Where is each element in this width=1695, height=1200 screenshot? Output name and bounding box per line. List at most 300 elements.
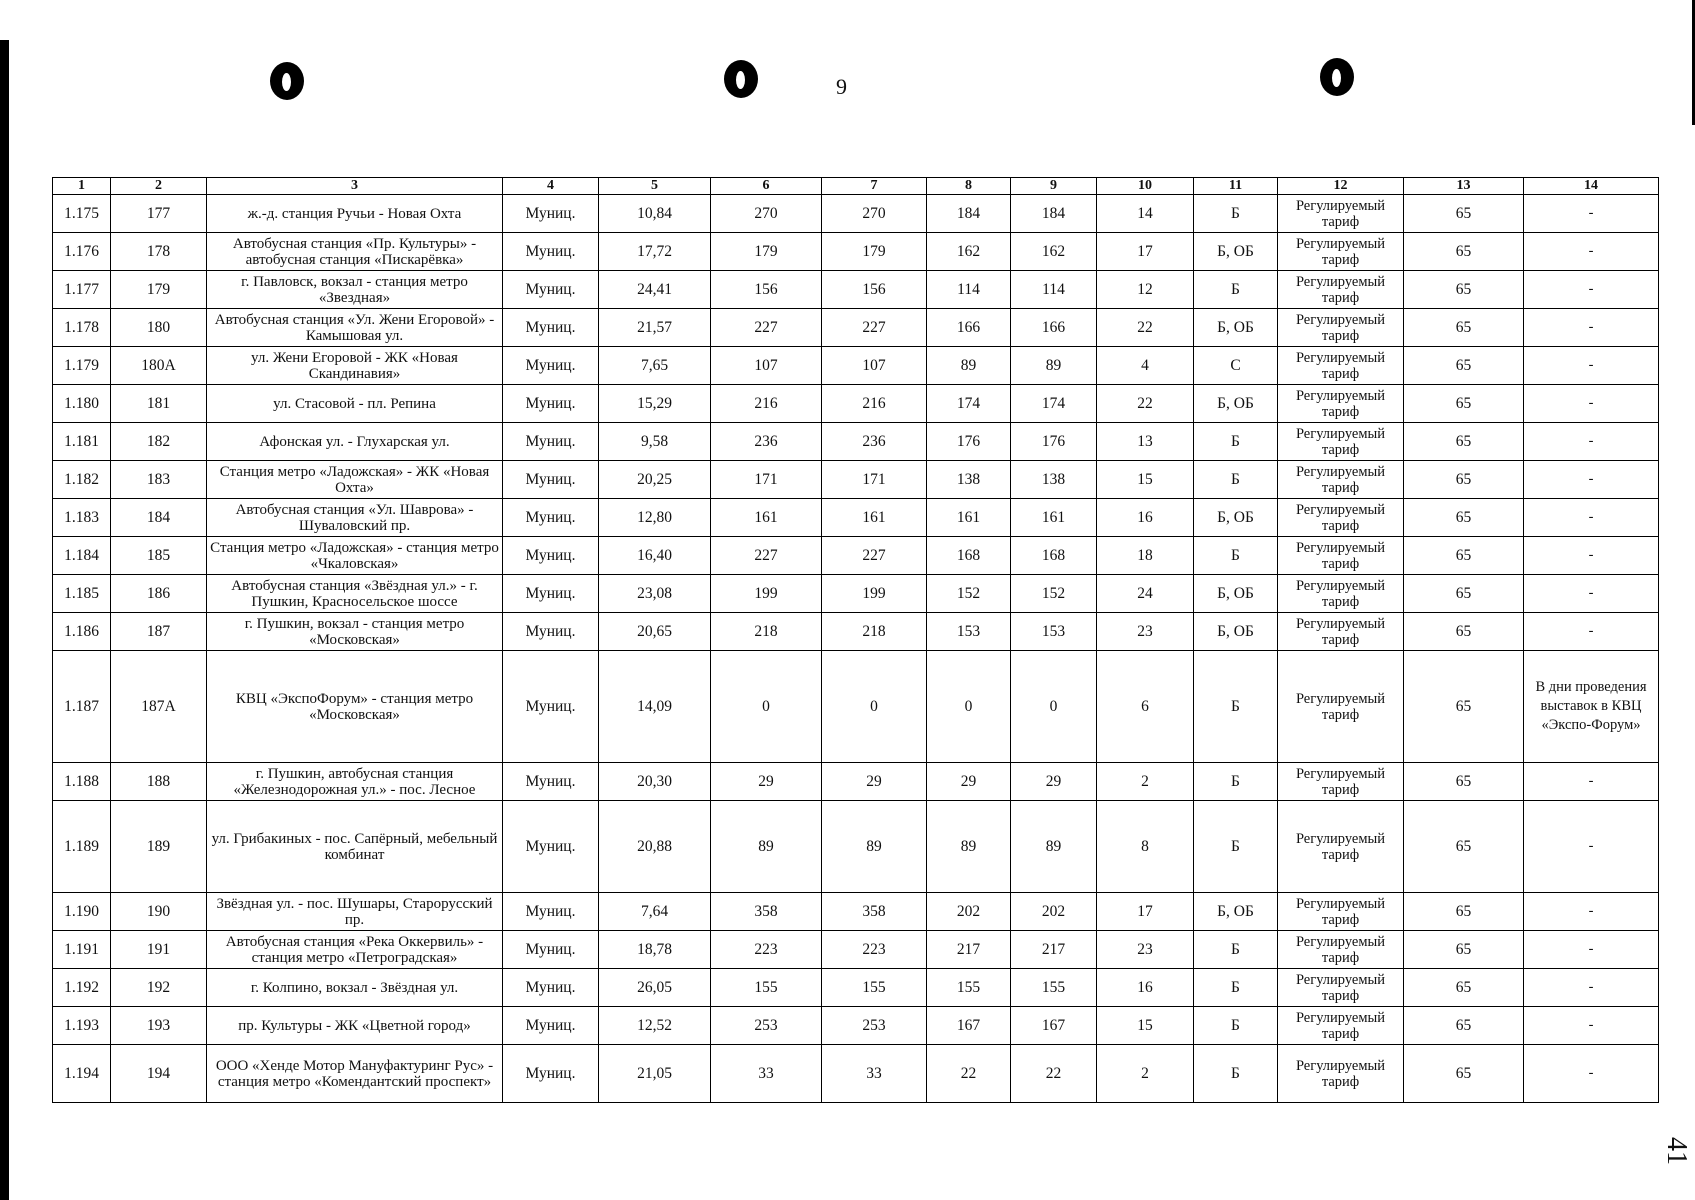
table-header-row <box>53 178 1659 195</box>
cell-vehicle-count: 14 <box>1097 195 1194 233</box>
cell-route-name: Автобусная станция «Пр. Культуры» - автобусная станция «Пискарёвка» <box>207 233 503 271</box>
cell-vehicle-capacity: 65 <box>1404 575 1524 613</box>
cell-tariff-type: Регулируемый тариф <box>1278 801 1404 893</box>
cell-row-number: 1.179 <box>53 347 111 385</box>
cell-route-number: 182 <box>111 423 207 461</box>
cell-note: В дни проведения выставок в КВЦ «Экспо-Форум» <box>1524 651 1659 763</box>
cell-vehicle-class: Б <box>1194 969 1278 1007</box>
cell-paid-backward: 167 <box>1011 1007 1097 1045</box>
punch-hole-left <box>270 62 304 100</box>
cell-vehicle-class: Б <box>1194 651 1278 763</box>
table-row <box>53 461 1659 499</box>
cell-row-number: 1.186 <box>53 613 111 651</box>
cell-vehicle-capacity: 65 <box>1404 309 1524 347</box>
cell-row-number: 1.187 <box>53 651 111 763</box>
column-header-10: 10 <box>1097 178 1194 195</box>
column-header-6: 6 <box>711 178 822 195</box>
cell-vehicle-class: Б, ОБ <box>1194 893 1278 931</box>
cell-stops-forward: 107 <box>711 347 822 385</box>
cell-vehicle-count: 15 <box>1097 461 1194 499</box>
cell-vehicle-capacity: 65 <box>1404 347 1524 385</box>
table-row <box>53 537 1659 575</box>
cell-note: - <box>1524 763 1659 801</box>
table-row <box>53 893 1659 931</box>
cell-route-name: Автобусная станция «Ул. Жени Егоровой» - Камышовая ул. <box>207 309 503 347</box>
cell-stops-forward: 253 <box>711 1007 822 1045</box>
table-row <box>53 1045 1659 1103</box>
cell-route-length: 21,05 <box>599 1045 711 1103</box>
column-header-13: 13 <box>1404 178 1524 195</box>
cell-tariff-type: Регулируемый тариф <box>1278 499 1404 537</box>
cell-stops-forward: 0 <box>711 651 822 763</box>
cell-route-name: Звёздная ул. - пос. Шушары, Старорусский пр. <box>207 893 503 931</box>
column-header-14: 14 <box>1524 178 1659 195</box>
cell-tariff-type: Регулируемый тариф <box>1278 893 1404 931</box>
cell-vehicle-class: Б <box>1194 1007 1278 1045</box>
table-row <box>53 347 1659 385</box>
cell-vehicle-capacity: 65 <box>1404 537 1524 575</box>
cell-route-number: 193 <box>111 1007 207 1045</box>
cell-paid-forward: 162 <box>927 233 1011 271</box>
cell-row-number: 1.177 <box>53 271 111 309</box>
cell-stops-backward: 107 <box>822 347 927 385</box>
cell-note: - <box>1524 385 1659 423</box>
cell-tariff-type: Регулируемый тариф <box>1278 763 1404 801</box>
cell-route-number: 184 <box>111 499 207 537</box>
table-row <box>53 385 1659 423</box>
cell-carrier-type: Муниц. <box>503 309 599 347</box>
cell-vehicle-class: Б <box>1194 537 1278 575</box>
cell-carrier-type: Муниц. <box>503 651 599 763</box>
cell-paid-backward: 153 <box>1011 613 1097 651</box>
cell-route-name: г. Павловск, вокзал - станция метро «Звездная» <box>207 271 503 309</box>
cell-note: - <box>1524 537 1659 575</box>
cell-row-number: 1.182 <box>53 461 111 499</box>
cell-route-number: 178 <box>111 233 207 271</box>
cell-vehicle-capacity: 65 <box>1404 651 1524 763</box>
cell-row-number: 1.184 <box>53 537 111 575</box>
column-header-12: 12 <box>1278 178 1404 195</box>
cell-route-length: 20,30 <box>599 763 711 801</box>
cell-paid-forward: 168 <box>927 537 1011 575</box>
cell-vehicle-class: Б <box>1194 423 1278 461</box>
cell-stops-backward: 29 <box>822 763 927 801</box>
cell-stops-forward: 179 <box>711 233 822 271</box>
cell-row-number: 1.183 <box>53 499 111 537</box>
cell-paid-backward: 168 <box>1011 537 1097 575</box>
cell-stops-forward: 29 <box>711 763 822 801</box>
cell-stops-backward: 89 <box>822 801 927 893</box>
cell-stops-backward: 0 <box>822 651 927 763</box>
cell-paid-backward: 89 <box>1011 347 1097 385</box>
cell-carrier-type: Муниц. <box>503 931 599 969</box>
cell-tariff-type: Регулируемый тариф <box>1278 423 1404 461</box>
cell-paid-forward: 0 <box>927 651 1011 763</box>
cell-route-length: 21,57 <box>599 309 711 347</box>
cell-carrier-type: Муниц. <box>503 1007 599 1045</box>
routes-table <box>52 177 1659 1103</box>
cell-tariff-type: Регулируемый тариф <box>1278 931 1404 969</box>
cell-stops-backward: 171 <box>822 461 927 499</box>
cell-vehicle-capacity: 65 <box>1404 1045 1524 1103</box>
cell-vehicle-count: 6 <box>1097 651 1194 763</box>
cell-stops-backward: 155 <box>822 969 927 1007</box>
cell-vehicle-class: Б <box>1194 801 1278 893</box>
cell-vehicle-capacity: 65 <box>1404 271 1524 309</box>
cell-route-number: 181 <box>111 385 207 423</box>
cell-tariff-type: Регулируемый тариф <box>1278 195 1404 233</box>
cell-route-number: 189 <box>111 801 207 893</box>
cell-row-number: 1.190 <box>53 893 111 931</box>
table-row <box>53 575 1659 613</box>
table-row <box>53 309 1659 347</box>
cell-stops-forward: 358 <box>711 893 822 931</box>
cell-row-number: 1.192 <box>53 969 111 1007</box>
cell-stops-backward: 161 <box>822 499 927 537</box>
cell-note: - <box>1524 613 1659 651</box>
cell-carrier-type: Муниц. <box>503 1045 599 1103</box>
cell-vehicle-count: 13 <box>1097 423 1194 461</box>
cell-paid-backward: 29 <box>1011 763 1097 801</box>
cell-vehicle-count: 23 <box>1097 931 1194 969</box>
cell-vehicle-class: Б, ОБ <box>1194 613 1278 651</box>
cell-paid-forward: 22 <box>927 1045 1011 1103</box>
cell-carrier-type: Муниц. <box>503 385 599 423</box>
table-row <box>53 271 1659 309</box>
cell-vehicle-count: 16 <box>1097 499 1194 537</box>
cell-route-name: ул. Грибакиных - пос. Сапёрный, мебельный комбинат <box>207 801 503 893</box>
cell-row-number: 1.188 <box>53 763 111 801</box>
cell-route-length: 20,25 <box>599 461 711 499</box>
cell-vehicle-class: Б <box>1194 195 1278 233</box>
cell-route-name: ООО «Хенде Мотор Мануфактуринг Рус» - станция метро «Комендантский проспект» <box>207 1045 503 1103</box>
cell-stops-forward: 171 <box>711 461 822 499</box>
cell-vehicle-class: Б <box>1194 271 1278 309</box>
cell-paid-backward: 152 <box>1011 575 1097 613</box>
cell-vehicle-count: 15 <box>1097 1007 1194 1045</box>
cell-route-length: 10,84 <box>599 195 711 233</box>
cell-stops-backward: 227 <box>822 537 927 575</box>
cell-stops-backward: 33 <box>822 1045 927 1103</box>
cell-vehicle-capacity: 65 <box>1404 385 1524 423</box>
cell-carrier-type: Муниц. <box>503 801 599 893</box>
cell-note: - <box>1524 575 1659 613</box>
cell-route-length: 14,09 <box>599 651 711 763</box>
cell-stops-forward: 155 <box>711 969 822 1007</box>
cell-row-number: 1.185 <box>53 575 111 613</box>
cell-vehicle-class: Б, ОБ <box>1194 309 1278 347</box>
cell-route-number: 186 <box>111 575 207 613</box>
cell-route-length: 23,08 <box>599 575 711 613</box>
cell-vehicle-capacity: 65 <box>1404 1007 1524 1045</box>
cell-vehicle-count: 18 <box>1097 537 1194 575</box>
cell-route-name: Станция метро «Ладожская» - ЖК «Новая Охта» <box>207 461 503 499</box>
cell-route-number: 185 <box>111 537 207 575</box>
cell-stops-forward: 161 <box>711 499 822 537</box>
cell-stops-backward: 156 <box>822 271 927 309</box>
cell-paid-backward: 22 <box>1011 1045 1097 1103</box>
cell-tariff-type: Регулируемый тариф <box>1278 1007 1404 1045</box>
cell-vehicle-capacity: 65 <box>1404 499 1524 537</box>
cell-route-length: 18,78 <box>599 931 711 969</box>
cell-paid-forward: 217 <box>927 931 1011 969</box>
cell-vehicle-count: 22 <box>1097 309 1194 347</box>
cell-route-length: 7,65 <box>599 347 711 385</box>
cell-route-name: г. Колпино, вокзал - Звёздная ул. <box>207 969 503 1007</box>
cell-vehicle-capacity: 65 <box>1404 233 1524 271</box>
cell-tariff-type: Регулируемый тариф <box>1278 613 1404 651</box>
cell-paid-backward: 114 <box>1011 271 1097 309</box>
cell-paid-forward: 176 <box>927 423 1011 461</box>
punch-hole-center <box>724 60 758 98</box>
cell-paid-forward: 29 <box>927 763 1011 801</box>
cell-paid-forward: 202 <box>927 893 1011 931</box>
cell-route-name: Автобусная станция «Ул. Шаврова» - Шуваловский пр. <box>207 499 503 537</box>
cell-tariff-type: Регулируемый тариф <box>1278 309 1404 347</box>
cell-route-length: 20,88 <box>599 801 711 893</box>
cell-paid-forward: 161 <box>927 499 1011 537</box>
cell-row-number: 1.189 <box>53 801 111 893</box>
cell-route-name: ул. Стасовой - пл. Репина <box>207 385 503 423</box>
cell-tariff-type: Регулируемый тариф <box>1278 385 1404 423</box>
cell-note: - <box>1524 347 1659 385</box>
column-header-7: 7 <box>822 178 927 195</box>
cell-route-number: 194 <box>111 1045 207 1103</box>
table-row <box>53 499 1659 537</box>
cell-carrier-type: Муниц. <box>503 423 599 461</box>
cell-vehicle-class: Б <box>1194 461 1278 499</box>
cell-note: - <box>1524 931 1659 969</box>
cell-note: - <box>1524 233 1659 271</box>
cell-route-name: Автобусная станция «Река Оккервиль» - станция метро «Петроградская» <box>207 931 503 969</box>
cell-note: - <box>1524 461 1659 499</box>
cell-stops-backward: 199 <box>822 575 927 613</box>
cell-carrier-type: Муниц. <box>503 461 599 499</box>
cell-note: - <box>1524 309 1659 347</box>
cell-tariff-type: Регулируемый тариф <box>1278 233 1404 271</box>
cell-vehicle-count: 23 <box>1097 613 1194 651</box>
column-header-1: 1 <box>53 178 111 195</box>
cell-tariff-type: Регулируемый тариф <box>1278 537 1404 575</box>
cell-stops-backward: 253 <box>822 1007 927 1045</box>
cell-stops-forward: 216 <box>711 385 822 423</box>
cell-carrier-type: Муниц. <box>503 537 599 575</box>
column-header-3: 3 <box>207 178 503 195</box>
cell-route-name: КВЦ «ЭкспоФорум» - станция метро «Московская» <box>207 651 503 763</box>
cell-paid-forward: 153 <box>927 613 1011 651</box>
cell-route-length: 12,80 <box>599 499 711 537</box>
cell-vehicle-capacity: 65 <box>1404 969 1524 1007</box>
cell-carrier-type: Муниц. <box>503 893 599 931</box>
cell-stops-backward: 216 <box>822 385 927 423</box>
cell-tariff-type: Регулируемый тариф <box>1278 651 1404 763</box>
cell-carrier-type: Муниц. <box>503 763 599 801</box>
column-header-11: 11 <box>1194 178 1278 195</box>
cell-vehicle-count: 8 <box>1097 801 1194 893</box>
column-header-2: 2 <box>111 178 207 195</box>
cell-vehicle-class: Б <box>1194 931 1278 969</box>
cell-stops-forward: 33 <box>711 1045 822 1103</box>
cell-note: - <box>1524 969 1659 1007</box>
cell-stops-forward: 223 <box>711 931 822 969</box>
cell-vehicle-count: 12 <box>1097 271 1194 309</box>
cell-row-number: 1.176 <box>53 233 111 271</box>
cell-row-number: 1.191 <box>53 931 111 969</box>
cell-route-number: 187 <box>111 613 207 651</box>
cell-route-name: ж.-д. станция Ручьи - Новая Охта <box>207 195 503 233</box>
cell-route-number: 187А <box>111 651 207 763</box>
cell-paid-backward: 161 <box>1011 499 1097 537</box>
table-row <box>53 423 1659 461</box>
cell-tariff-type: Регулируемый тариф <box>1278 271 1404 309</box>
cell-route-number: 188 <box>111 763 207 801</box>
cell-paid-forward: 89 <box>927 347 1011 385</box>
cell-route-number: 180А <box>111 347 207 385</box>
cell-route-number: 180 <box>111 309 207 347</box>
cell-note: - <box>1524 1007 1659 1045</box>
cell-paid-backward: 89 <box>1011 801 1097 893</box>
cell-row-number: 1.175 <box>53 195 111 233</box>
cell-carrier-type: Муниц. <box>503 271 599 309</box>
cell-paid-backward: 217 <box>1011 931 1097 969</box>
cell-stops-forward: 89 <box>711 801 822 893</box>
cell-carrier-type: Муниц. <box>503 499 599 537</box>
cell-row-number: 1.194 <box>53 1045 111 1103</box>
cell-stops-forward: 199 <box>711 575 822 613</box>
cell-row-number: 1.178 <box>53 309 111 347</box>
cell-route-name: пр. Культуры - ЖК «Цветной город» <box>207 1007 503 1045</box>
cell-route-number: 192 <box>111 969 207 1007</box>
cell-carrier-type: Муниц. <box>503 195 599 233</box>
cell-vehicle-class: Б <box>1194 1045 1278 1103</box>
table-row <box>53 233 1659 271</box>
cell-vehicle-count: 17 <box>1097 893 1194 931</box>
cell-paid-forward: 89 <box>927 801 1011 893</box>
cell-note: - <box>1524 499 1659 537</box>
cell-vehicle-capacity: 65 <box>1404 893 1524 931</box>
table-row <box>53 651 1659 763</box>
column-header-5: 5 <box>599 178 711 195</box>
cell-paid-forward: 138 <box>927 461 1011 499</box>
cell-paid-backward: 0 <box>1011 651 1097 763</box>
cell-note: - <box>1524 893 1659 931</box>
cell-stops-backward: 358 <box>822 893 927 931</box>
cell-route-number: 183 <box>111 461 207 499</box>
cell-route-length: 12,52 <box>599 1007 711 1045</box>
cell-route-length: 20,65 <box>599 613 711 651</box>
cell-paid-backward: 155 <box>1011 969 1097 1007</box>
cell-row-number: 1.180 <box>53 385 111 423</box>
cell-tariff-type: Регулируемый тариф <box>1278 969 1404 1007</box>
cell-stops-backward: 236 <box>822 423 927 461</box>
punch-hole-right <box>1320 58 1354 96</box>
cell-stops-forward: 227 <box>711 537 822 575</box>
cell-note: - <box>1524 271 1659 309</box>
table-row <box>53 613 1659 651</box>
cell-paid-backward: 176 <box>1011 423 1097 461</box>
table-row <box>53 801 1659 893</box>
cell-vehicle-capacity: 65 <box>1404 801 1524 893</box>
cell-stops-forward: 227 <box>711 309 822 347</box>
table-row <box>53 931 1659 969</box>
cell-route-name: ул. Жени Егоровой - ЖК «Новая Скандинавия» <box>207 347 503 385</box>
cell-carrier-type: Муниц. <box>503 969 599 1007</box>
cell-stops-backward: 227 <box>822 309 927 347</box>
cell-route-name: г. Пушкин, вокзал - станция метро «Московская» <box>207 613 503 651</box>
cell-vehicle-count: 2 <box>1097 1045 1194 1103</box>
cell-route-length: 17,72 <box>599 233 711 271</box>
cell-note: - <box>1524 1045 1659 1103</box>
cell-vehicle-capacity: 65 <box>1404 461 1524 499</box>
cell-stops-forward: 236 <box>711 423 822 461</box>
cell-vehicle-class: Б, ОБ <box>1194 499 1278 537</box>
cell-stops-forward: 156 <box>711 271 822 309</box>
cell-paid-backward: 166 <box>1011 309 1097 347</box>
cell-vehicle-class: Б <box>1194 763 1278 801</box>
cell-paid-backward: 174 <box>1011 385 1097 423</box>
cell-route-length: 7,64 <box>599 893 711 931</box>
cell-tariff-type: Регулируемый тариф <box>1278 461 1404 499</box>
column-header-9: 9 <box>1011 178 1097 195</box>
cell-stops-forward: 270 <box>711 195 822 233</box>
cell-stops-backward: 218 <box>822 613 927 651</box>
cell-route-length: 9,58 <box>599 423 711 461</box>
cell-row-number: 1.193 <box>53 1007 111 1045</box>
cell-tariff-type: Регулируемый тариф <box>1278 575 1404 613</box>
cell-route-number: 177 <box>111 195 207 233</box>
cell-paid-backward: 184 <box>1011 195 1097 233</box>
cell-vehicle-count: 2 <box>1097 763 1194 801</box>
cell-tariff-type: Регулируемый тариф <box>1278 347 1404 385</box>
cell-route-length: 15,29 <box>599 385 711 423</box>
table-body <box>53 195 1659 1103</box>
table-row <box>53 1007 1659 1045</box>
column-header-8: 8 <box>927 178 1011 195</box>
cell-carrier-type: Муниц. <box>503 347 599 385</box>
scan-edge-left <box>0 40 9 1200</box>
cell-vehicle-capacity: 65 <box>1404 931 1524 969</box>
cell-vehicle-count: 24 <box>1097 575 1194 613</box>
column-header-4: 4 <box>503 178 599 195</box>
cell-route-length: 16,40 <box>599 537 711 575</box>
cell-paid-forward: 152 <box>927 575 1011 613</box>
cell-paid-forward: 184 <box>927 195 1011 233</box>
cell-stops-forward: 218 <box>711 613 822 651</box>
cell-route-length: 24,41 <box>599 271 711 309</box>
cell-carrier-type: Муниц. <box>503 613 599 651</box>
cell-carrier-type: Муниц. <box>503 233 599 271</box>
cell-vehicle-class: Б, ОБ <box>1194 233 1278 271</box>
cell-vehicle-count: 16 <box>1097 969 1194 1007</box>
cell-route-number: 191 <box>111 931 207 969</box>
cell-paid-forward: 155 <box>927 969 1011 1007</box>
cell-stops-backward: 270 <box>822 195 927 233</box>
cell-vehicle-class: С <box>1194 347 1278 385</box>
cell-stops-backward: 223 <box>822 931 927 969</box>
handwritten-sheet-number: 41 <box>1661 1137 1692 1165</box>
cell-paid-forward: 174 <box>927 385 1011 423</box>
cell-paid-forward: 166 <box>927 309 1011 347</box>
cell-vehicle-count: 4 <box>1097 347 1194 385</box>
cell-paid-forward: 114 <box>927 271 1011 309</box>
cell-note: - <box>1524 195 1659 233</box>
cell-route-number: 190 <box>111 893 207 931</box>
table-row <box>53 195 1659 233</box>
cell-route-name: г. Пушкин, автобусная станция «Железнодорожная ул.» - пос. Лесное <box>207 763 503 801</box>
cell-paid-backward: 138 <box>1011 461 1097 499</box>
cell-vehicle-count: 17 <box>1097 233 1194 271</box>
cell-vehicle-capacity: 65 <box>1404 423 1524 461</box>
